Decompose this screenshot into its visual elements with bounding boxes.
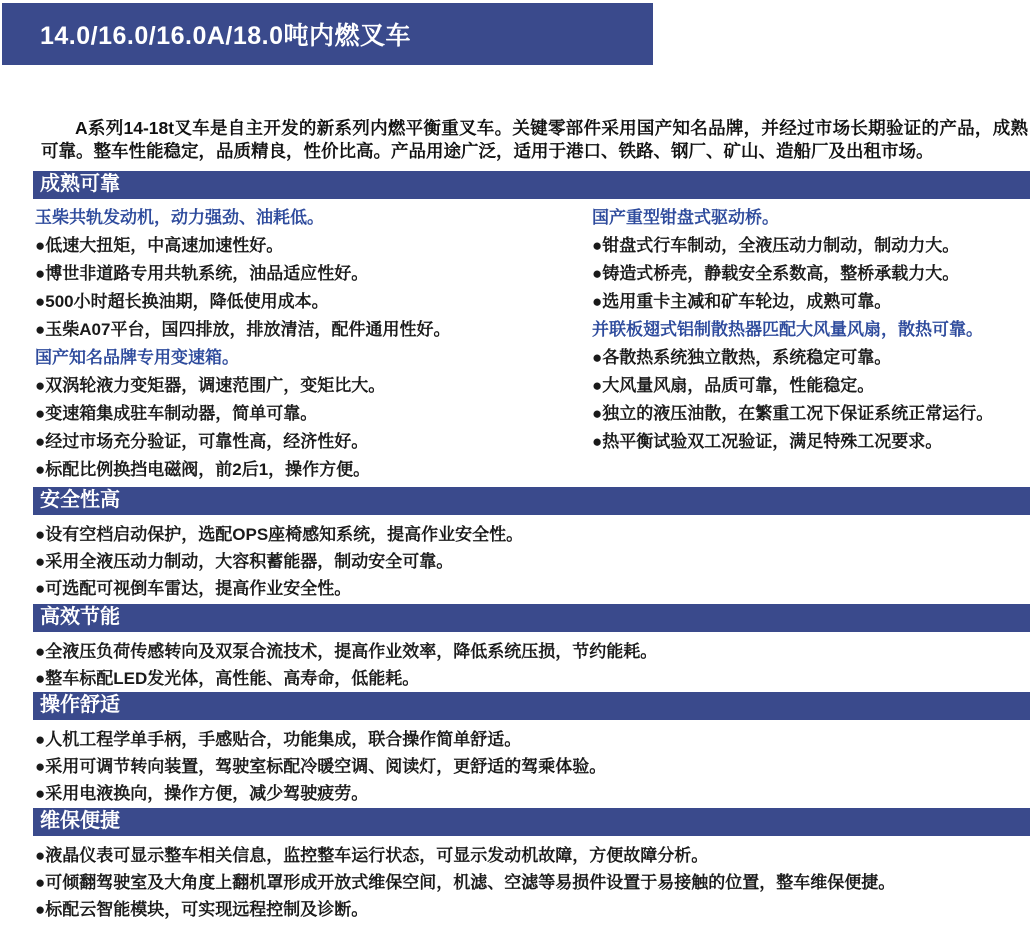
mature-left-column — [33, 204, 590, 484]
feature-bullet: ●设有空档启动保护，选配OPS座椅感知系统，提高作业安全性。 — [35, 525, 524, 544]
feature-bullet: ●全液压负荷传感转向及双泵合流技术，提高作业效率，降低系统压损，节约能耗。 — [35, 642, 658, 661]
feature-bullet: ●可选配可视倒车雷达，提高作业安全性。 — [35, 579, 352, 598]
feature-bullet: ●采用可调节转向装置，驾驶室标配冷暖空调、阅读灯，更舒适的驾乘体验。 — [35, 757, 607, 776]
feature-subtitle: 玉柴共轨发动机，动力强劲、油耗低。 — [35, 208, 324, 227]
feature-bullet: ●独立的液压油散，在繁重工况下保证系统正常运行。 — [592, 404, 994, 423]
feature-bullet: ●500小时超长换油期，降低使用成本。 — [35, 292, 329, 311]
title-banner — [2, 3, 653, 65]
feature-subtitle: 国产知名品牌专用变速箱。 — [35, 348, 239, 367]
feature-bullet: ●各散热系统独立散热，系统稳定可靠。 — [592, 348, 892, 367]
feature-bullet: ●标配云智能模块，可实现远程控制及诊断。 — [35, 900, 369, 919]
feature-bullet: ●经过市场充分验证，可靠性高，经济性好。 — [35, 432, 369, 451]
feature-bullet: ●博世非道路专用共轨系统，油品适应性好。 — [35, 264, 369, 283]
feature-bullet: ●可倾翻驾驶室及大角度上翻机罩形成开放式维保空间，机滤、空滤等易损件设置于易接触的位置，整车维保便捷。 — [35, 873, 896, 892]
feature-bullet: ●标配比例换挡电磁阀，前2后1，操作方便。 — [35, 460, 371, 479]
comfort-list — [33, 720, 1030, 807]
safety-list — [33, 515, 1030, 602]
feature-bullet: ●采用全液压动力制动，大容积蓄能器，制动安全可靠。 — [35, 552, 454, 571]
mature-columns — [33, 199, 1030, 484]
intro-paragraph: A系列14-18t叉车是自主开发的新系列内燃平衡重叉车。关键零部件采用国产知名品牌，并经过市场长期验证的产品，成熟可靠。整车性能稳定，品质精良，性价比高。产品用途广泛，适用于港口、铁路、钢厂、矿山、造船厂及出租市场。 — [41, 118, 1028, 161]
section-header-comfort — [33, 692, 1030, 720]
feature-bullet: ●整车标配LED发光体，高性能、高寿命，低能耗。 — [35, 669, 420, 688]
feature-bullet: ●变速箱集成驻车制动器，简单可靠。 — [35, 404, 318, 423]
feature-subtitle: 国产重型钳盘式驱动桥。 — [592, 208, 779, 227]
section-header-safety — [33, 487, 1030, 515]
section-header-label: 成熟可靠 — [40, 173, 120, 195]
feature-bullet: ●人机工程学单手柄，手感贴合，功能集成，联合操作简单舒适。 — [35, 730, 522, 749]
efficiency-list — [33, 632, 1030, 692]
feature-bullet: ●采用电液换向，操作方便，减少驾驶疲劳。 — [35, 784, 369, 803]
feature-bullet: ●低速大扭矩，中高速加速性好。 — [35, 236, 284, 255]
section-header-mature — [33, 171, 1030, 199]
feature-bullet: ●选用重卡主减和矿车轮边，成熟可靠。 — [592, 292, 892, 311]
feature-bullet: ●玉柴A07平台，国四排放，排放清洁，配件通用性好。 — [35, 320, 451, 339]
section-header-efficiency — [33, 604, 1030, 632]
section-header-label: 安全性高 — [40, 489, 120, 511]
mature-right-column — [590, 204, 1030, 484]
feature-bullet: ●液晶仪表可显示整车相关信息，监控整车运行状态，可显示发动机故障，方便故障分析。 — [35, 846, 709, 865]
feature-bullet: ●铸造式桥壳，静载安全系数高，整桥承载力大。 — [592, 264, 960, 283]
section-header-label: 维保便捷 — [40, 810, 120, 832]
maintenance-list — [33, 836, 1030, 923]
feature-bullet: ●热平衡试验双工况验证，满足特殊工况要求。 — [592, 432, 943, 451]
content-area — [33, 171, 1030, 923]
feature-bullet: ●大风量风扇，品质可靠，性能稳定。 — [592, 376, 875, 395]
section-header-maintenance — [33, 808, 1030, 836]
feature-bullet: ●钳盘式行车制动，全液压动力制动，制动力大。 — [592, 236, 960, 255]
feature-subtitle: 并联板翅式铝制散热器匹配大风量风扇，散热可靠。 — [592, 320, 983, 339]
section-header-label: 高效节能 — [40, 606, 120, 628]
feature-bullet: ●双涡轮液力变矩器，调速范围广，变矩比大。 — [35, 376, 386, 395]
section-header-label: 操作舒适 — [40, 694, 120, 716]
page-title: 14.0/16.0/16.0A/18.0吨内燃叉车 — [40, 22, 412, 50]
